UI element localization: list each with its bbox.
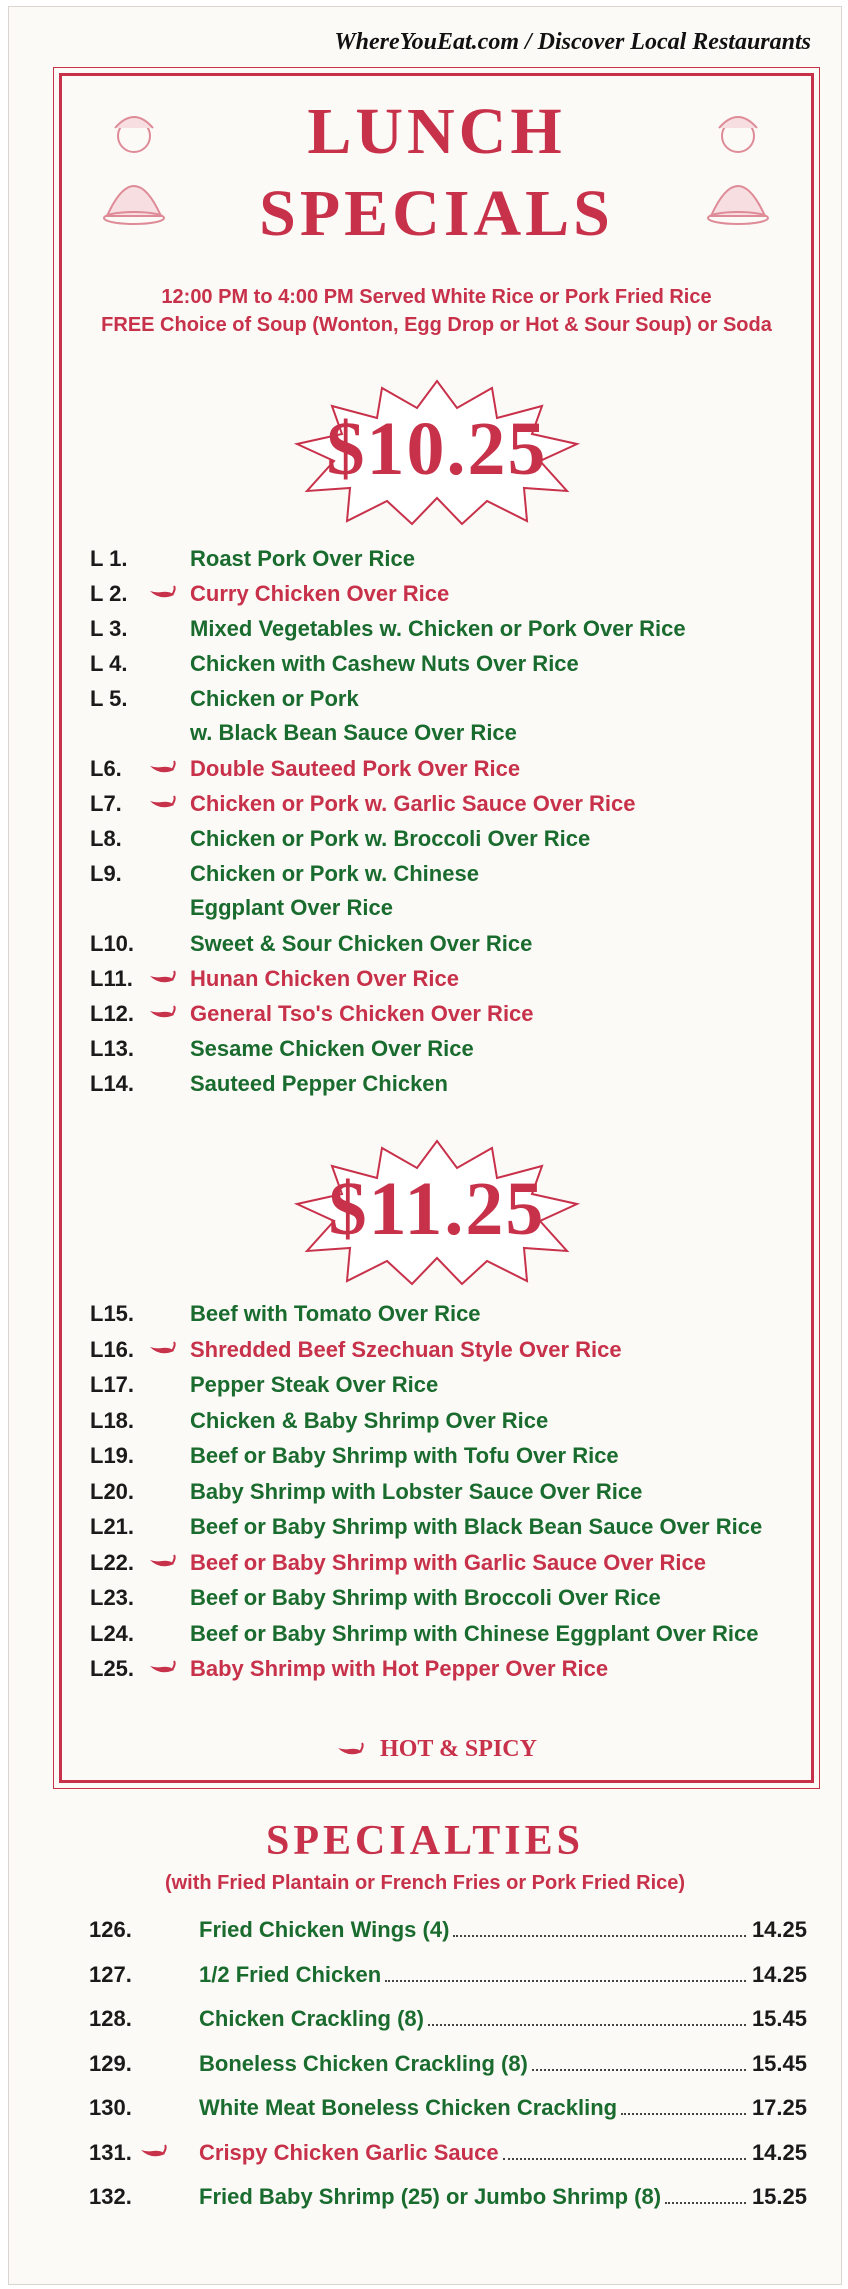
hot-spicy-legend (62, 1736, 811, 1763)
price-burst-a (292, 376, 582, 526)
pepper-icon (148, 1554, 178, 1570)
specialty-item (89, 2051, 807, 2083)
dotted-leader (665, 2202, 746, 2204)
dotted-leader (621, 2113, 746, 2115)
item-code: L15. (90, 1301, 135, 1326)
specialty-item (89, 2006, 807, 2038)
item-code: L25. (90, 1656, 135, 1681)
item-code: L13. (90, 1036, 135, 1061)
item-code: L12. (90, 1001, 135, 1026)
specialties-subtitle: (with Fried Plantain or French Fries or Pork Fried Rice) (164, 1872, 686, 1894)
specialty-name: Chicken Crackling (8) (199, 2006, 424, 2031)
lunch-title: LUNCH (307, 95, 566, 168)
dotted-leader (503, 2158, 746, 2160)
specialty-item (89, 1962, 807, 1994)
item-name: Hunan Chicken Over Rice (190, 966, 459, 991)
item-name: Roast Pork Over Rice (190, 546, 415, 571)
item-name: Sauteed Pepper Chicken (190, 1071, 448, 1096)
pepper-icon (148, 970, 178, 986)
item-code: L9. (90, 861, 122, 886)
menu-sheet (8, 6, 842, 2285)
item-code: L 2. (90, 581, 128, 606)
item-name: Beef or Baby Shrimp with Black Bean Sauce Over Rice (190, 1514, 763, 1539)
price-burst-b (292, 1136, 582, 1286)
specialty-number: 129. (89, 2050, 132, 2076)
item-code: L20. (90, 1478, 135, 1504)
free-soup-note: FREE Choice of Soup (Wonton, Egg Drop or Hot & Sour Soup) or Soda (101, 314, 772, 336)
item-name: Mixed Vegetables w. Chicken or Pork Over Rice (190, 616, 686, 641)
specialty-name: Fried Baby Shrimp (25) or Jumbo Shrimp (8) (199, 2184, 662, 2209)
specialty-name: White Meat Boneless Chicken Crackling (199, 2095, 618, 2120)
item-code: L8. (90, 826, 122, 851)
item-code: L7. (90, 791, 122, 816)
specialty-number: 127. (89, 1961, 132, 1987)
specialties-title: SPECIALTIES (266, 1818, 584, 1864)
specials-title: SPECIALS (259, 177, 614, 250)
item-name: Sweet & Sour Chicken Over Rice (190, 931, 533, 956)
pepper-icon (148, 1341, 178, 1357)
site-header: WhereYouEat.com / Discover Local Restaurants (334, 29, 811, 55)
specialty-price: 14.25 (751, 2139, 807, 2165)
item-name: Beef or Baby Shrimp with Tofu Over Rice (190, 1443, 619, 1468)
specialty-name: Crispy Chicken Garlic Sauce (199, 2139, 499, 2165)
specialty-price: 15.45 (751, 2006, 807, 2031)
item-name: Beef or Baby Shrimp with Garlic Sauce Over Rice (190, 1549, 706, 1575)
pepper-icon (148, 795, 178, 811)
item-code: L18. (90, 1407, 135, 1433)
specialty-price: 15.25 (751, 2184, 807, 2209)
price-a: $10.25 (326, 407, 548, 491)
item-name: Chicken or Pork w. Broccoli Over Rice (190, 826, 591, 851)
item-name: Chicken & Baby Shrimp Over Rice (190, 1407, 549, 1433)
specialty-name: Fried Chicken Wings (4) (199, 1917, 450, 1942)
specialty-name: 1/2 Fried Chicken (199, 1961, 382, 1987)
item-name-continued: w. Black Bean Sauce Over Rice (190, 720, 517, 745)
dotted-leader (453, 1935, 746, 1937)
item-name: Curry Chicken Over Rice (190, 581, 450, 606)
item-name-continued: Eggplant Over Rice (190, 895, 393, 920)
specialty-price: 17.25 (751, 2095, 807, 2120)
item-code: L 1. (90, 546, 128, 571)
item-code: L10. (90, 931, 135, 956)
price-b: $11.25 (328, 1167, 546, 1251)
pepper-icon (148, 1660, 178, 1676)
specialty-price: 15.45 (751, 2050, 807, 2076)
item-code: L 5. (90, 686, 128, 711)
item-name: Sesame Chicken Over Rice (190, 1036, 474, 1061)
item-code: L 4. (90, 651, 128, 676)
item-code: L6. (90, 756, 122, 781)
item-code: L24. (90, 1620, 135, 1646)
item-name: Baby Shrimp with Hot Pepper Over Rice (190, 1656, 609, 1681)
item-name: Chicken with Cashew Nuts Over Rice (190, 651, 579, 676)
item-name: Chicken or Pork w. Garlic Sauce Over Rice (190, 791, 636, 816)
specialty-number: 131. (89, 2139, 132, 2165)
dotted-leader (428, 2024, 746, 2026)
item-name: Double Sauteed Pork Over Rice (190, 756, 521, 781)
item-name: Shredded Beef Szechuan Style Over Rice (190, 1336, 622, 1362)
item-name: Pepper Steak Over Rice (190, 1372, 439, 1397)
lunch-specials-box (59, 73, 814, 1783)
item-code: L21. (90, 1514, 135, 1539)
pepper-icon (148, 760, 178, 776)
specialty-item (89, 2184, 807, 2216)
item-name: Baby Shrimp with Lobster Sauce Over Rice (190, 1478, 643, 1504)
lunch-hours: 12:00 PM to 4:00 PM Served White Rice or Pork Fried Rice (161, 286, 712, 308)
specialty-item (89, 2095, 807, 2127)
dotted-leader (385, 1980, 746, 1982)
item-name: Beef or Baby Shrimp with Chinese Eggplant Over Rice (190, 1620, 759, 1646)
item-code: L19. (90, 1443, 135, 1468)
item-name: Beef with Tomato Over Rice (190, 1301, 481, 1326)
item-code: L16. (90, 1336, 135, 1362)
specialty-number: 130. (89, 2095, 132, 2120)
specialty-number: 126. (89, 1917, 132, 1942)
item-code: L14. (90, 1071, 135, 1096)
specialty-name: Boneless Chicken Crackling (8) (199, 2050, 528, 2076)
specialty-number: 128. (89, 2006, 132, 2031)
item-code: L22. (90, 1549, 135, 1575)
dotted-leader (532, 2069, 746, 2071)
pepper-icon (336, 1742, 366, 1758)
specialty-price: 14.25 (751, 1917, 807, 1942)
pepper-icon (148, 585, 178, 601)
item-name: Chicken or Pork w. Chinese (190, 861, 479, 886)
specialty-number: 132. (89, 2184, 132, 2209)
item-name: General Tso's Chicken Over Rice (190, 1001, 534, 1026)
item-name: Chicken or Pork (190, 686, 359, 711)
pepper-icon (148, 1005, 178, 1021)
item-code: L 3. (90, 616, 128, 641)
legend-label: HOT & SPICY (380, 1736, 537, 1762)
item-code: L23. (90, 1585, 135, 1610)
specialty-item (89, 1917, 807, 1949)
specialty-price: 14.25 (751, 1961, 807, 1987)
item-name: Beef or Baby Shrimp with Broccoli Over Rice (190, 1585, 661, 1610)
item-code: L11. (90, 966, 133, 991)
item-code: L17. (90, 1372, 135, 1397)
specialty-item (89, 2140, 807, 2172)
pepper-icon (139, 2144, 169, 2160)
